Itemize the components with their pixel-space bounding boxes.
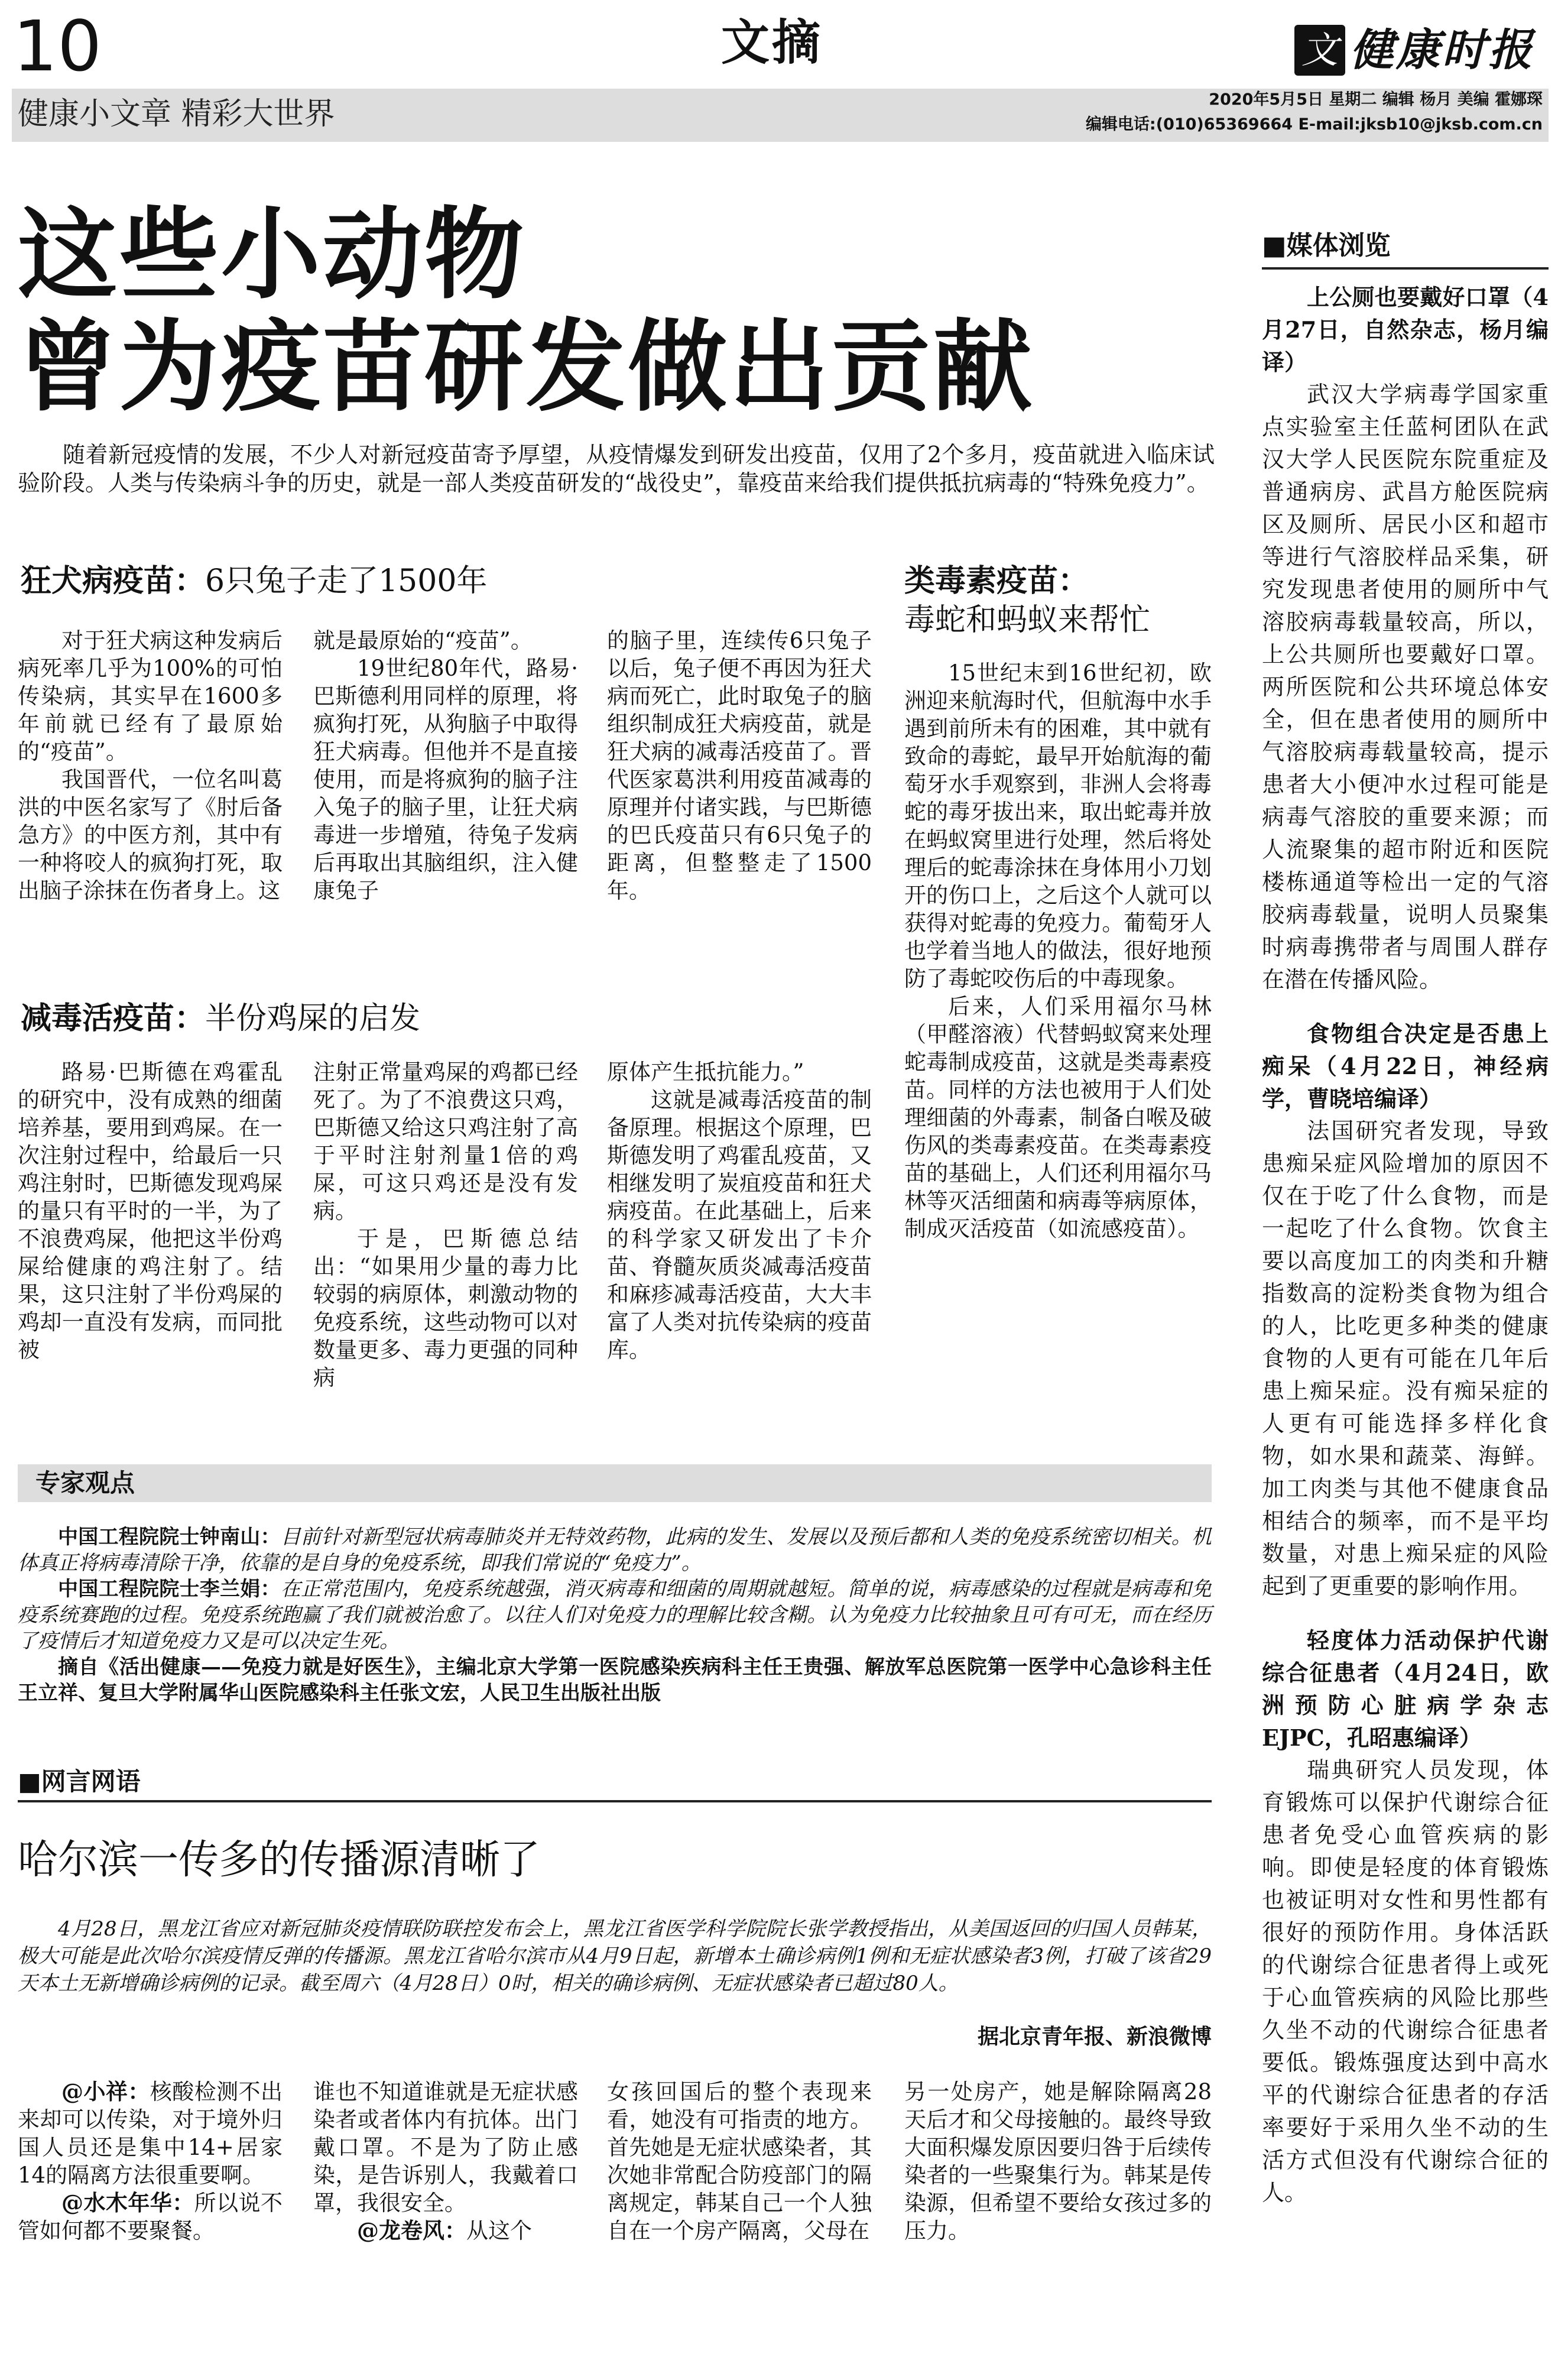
sidebar-item-title: 上公厕也要戴好口罩（4月27日，自然杂志，杨月编译） [1262, 284, 1549, 375]
attenuated-col-3: 原体产生抵抗能力。” 这就是减毒活疫苗的制备原理。根据这个原理，巴斯德发明了鸡霍乱疫苗，又相继发明了炭疽疫苗和狂犬病疫苗。在此基础上，后来的科学家又研发出了卡介苗、脊髓灰质炎减毒活疫苗和麻疹减毒活疫苗，大大丰富了人类对抗传染病的疫苗库。 [607, 1059, 872, 1363]
rabies-heading: 狂犬病疫苗：6只兔子走了1500年 [21, 563, 488, 599]
expert-source: 摘自《活出健康——免疫力就是好医生》，主编北京大学第一医院感染疾病科主任王贵强、解放军总医院第一医学中心急诊科主任王立祥、复旦大学附属华山医院感染科主任张文宏，人民卫生出版社出版 [18, 1655, 1212, 1705]
logo-text: 健康时报 [1350, 25, 1534, 76]
page-number: 10 [13, 5, 102, 87]
sidebar-body [1262, 281, 1549, 2209]
online-lead: 4月28日，黑龙江省应对新冠肺炎疫情联防联控发布会上，黑龙江省医学科学院院长张学教授指出，从美国返回的归国人员韩某，极大可能是此次哈尔滨疫情反弹的传播源。黑龙江省哈尔滨市从4月9日起，新增本土确诊病例1例和无症状感染者3例，打破了该省29天本土无新增确诊病例的记录。截至周六（4月28日）0时，相关的确诊病例、无症状感染者已超过80人。 [18, 1917, 1212, 1995]
contact-line: 编辑电话:(010)65369664 E-mail:jksb10@jksb.com.cn [1085, 115, 1543, 134]
rabies-col-2: 就是最原始的“疫苗”。 19世纪80年代，路易·巴斯德利用同样的原理，将疯狗打死，从狗脑子中取得狂犬病毒。但他并不是直接使用，而是将疯狗的脑子注入兔子的脑子里，让狂犬病毒进一步增殖，待兔子发病后再取出其脑组织，注入健康兔子 [313, 628, 578, 903]
headline [18, 198, 1235, 423]
logo-mark-icon: 文 [1294, 25, 1345, 76]
toxoid-heading: 类毒素疫苗： 毒蛇和蚂蚁来帮忙 [904, 563, 1151, 638]
slogan: 健康小文章 精彩大世界 [18, 96, 335, 132]
attenuated-col-1: 路易·巴斯德在鸡霍乱的研究中，没有成熟的细菌培养基，要用到鸡屎。在一次注射过程中，给最后一只鸡注射时，巴斯德发现鸡屎的量只有平时的一半，为了不浪费鸡屎，他把这半份鸡屎给健康的鸡注射了。结果，这只注射了半份鸡屎的鸡却一直没有发病，而同批被 [18, 1059, 283, 1363]
logo [1294, 25, 1549, 78]
comment-col-1: @小祥：核酸检测不出来却可以传染，对于境外归国人员还是集中14+居家14的隔离方法很重要啊。 @水木年华：所以说不管如何都不要聚餐。 [18, 2079, 283, 2243]
sidebar-item-title: 食物组合决定是否患上痴呆（4月22日，神经病学，曹晓培编译） [1262, 1020, 1549, 1112]
online-headline: 哈尔滨一传多的传播源清晰了 [18, 1837, 541, 1883]
sidebar-item-title: 轻度体力活动保护代谢综合征患者（4月24日，欧洲预防心脏病学杂志EJPC，孔昭惠编译） [1262, 1627, 1549, 1751]
rabies-col-1: 对于狂犬病这种发病后病死率几乎为100%的可怕传染病，其实早在1600多年前就已经有了最原始的“疫苗”。 我国晋代，一位名叫葛洪的中医名家写了《肘后备急方》的中医方剂，其中有一种将咬人的疯狗打死，取出脑子涂抹在伤者身上。这 [18, 628, 283, 903]
date-line: 2020年5月5日 星期二 编辑 杨月 美编 霍娜琛 [1209, 90, 1543, 109]
masthead [0, 0, 1558, 148]
attenuated-col-2: 注射正常量鸡屎的鸡都已经死了。为了不浪费这只鸡，巴斯德又给这只鸡注射了高于平时注射剂量1倍的鸡屎，可这只鸡还是没有发病。 于是，巴斯德总结出：“如果用少量的毒力比较弱的病原体，刺激动物的免疫系统，这些动物可以对数量更多、毒力更强的同种病 [313, 1059, 578, 1390]
online-label: ■网言网语 [18, 1767, 141, 1796]
comment-col-2: 谁也不知道谁就是无症状感染者或者体内有抗体。出门戴口罩。不是为了防止感染，是告诉别人，我戴着口罩，我很安全。 @龙卷风：从这个 [313, 2079, 578, 2243]
section-title: 文摘 [721, 14, 823, 71]
rabies-col-3: 的脑子里，连续传6只兔子以后，兔子便不再因为狂犬病而死亡，此时取兔子的脑组织制成狂犬病疫苗，就是狂犬病的减毒活疫苗了。晋代医家葛洪利用疫苗减毒的原理并付诸实践，与巴斯德的巴氏疫苗只有6只兔子的距离，但整整走了1500年。 [607, 628, 872, 903]
online-source: 据北京青年报、新浪微博 [977, 2024, 1212, 2049]
sidebar-divider [1262, 267, 1549, 270]
sidebar-item-text: 法国研究者发现，导致患痴呆症风险增加的原因不仅在于吃了什么食物，而是一起吃了什么食物。饮食主要以高度加工的肉类和升糖指数高的淀粉类食物为组合的人，比吃更多种类的健康食物的人更有可能在几年后患上痴呆症。没有痴呆症的人更有可能选择多样化食物，如水果和蔬菜、海鲜。加工肉类与其他不健康食品相结合的频率，而不是平均数量，对患上痴呆症的风险起到了更重要的影响作用。 [1262, 1118, 1549, 1599]
expert-body: 中国工程院院士钟南山：目前针对新型冠状病毒肺炎并无特效药物，此病的发生、发展以及预后都和人类的免疫系统密切相关。机体真正将病毒清除干净，依靠的是自身的免疫系统，即我们常说的“免疫力”。 中国工程院院士李兰娟：在正常范围内，免疫系统越强，消灭病毒和细菌的周期就越短。简单的说，病毒感染的过程就是病毒和免疫系统赛跑的过程。免疫系统跑赢了我们就被治愈了。以往人们对免疫力的理解比较含糊。认为免疫力比较抽象且可有可无，而在经历了疫情后才知道免疫力又是可以决定生死。 摘自《活出健康——免疫力就是好医生》，主编北京大学第一医院感染疾病科主任王贵强、解放军总医院第一医学中心急诊科主任王立祥、复旦大学附属华山医院感染科主任张文宏，人民卫生出版社出版 [18, 1525, 1212, 1705]
sidebar-label: ■媒体浏览 [1262, 231, 1391, 261]
online-divider [18, 1800, 1212, 1802]
headline-line-1: 这些小动物 [18, 196, 526, 313]
comment-col-3: 女孩回国后的整个表现来看，她没有可指责的地方。首先她是无症状感染者，其次她非常配合防疫部门的隔离规定，韩某自己一个人独自在一个房产隔离，父母在 [607, 2079, 872, 2243]
sidebar-item-text: 瑞典研究人员发现，体育锻炼可以保护代谢综合征患者免受心血管疾病的影响。即使是轻度的体育锻炼也被证明对女性和男性都有很好的预防作用。身体活跃的代谢综合征患者得上或死于心血管疾病的风险比那些久坐不动的代谢综合征患者要低。锻炼强度达到中高水平的代谢综合征患者的存活率要好于采用久坐不动的生活方式但没有代谢综合征的人。 [1262, 1757, 1549, 2206]
sidebar-item-text: 武汉大学病毒学国家重点实验室主任蓝柯团队在武汉大学人民医院东院重症及普通病房、武昌方舱医院病区及厕所、居民小区和超市等进行气溶胶样品采集，研究发现患者使用的厕所中气溶胶病毒载量较高，所以，上公共厕所也要戴好口罩。两所医院和公共环境总体安全，但在患者使用的厕所中气溶胶病毒载量较高，提示患者大小便冲水过程可能是病毒气溶胶的重要来源；而人流聚集的超市附近和医院楼栋通道等检出一定的气溶胶病毒载量，说明人员聚集时病毒携带者与周围人群存在潜在传播风险。 [1262, 381, 1549, 993]
headline-line-2: 曾为疫苗研发做出贡献 [18, 308, 1034, 425]
attenuated-heading: 减毒活疫苗：半份鸡屎的启发 [21, 1000, 421, 1036]
toxoid-body: 15世纪末到16世纪初，欧洲迎来航海时代，但航海中水手遇到前所未有的困难，其中就有致命的毒蛇，最早开始航海的葡萄牙水手观察到，非洲人会将毒蛇的毒牙拔出来，取出蛇毒并放在蚂蚁窝里进行处理，然后将处理后的蛇毒涂抹在身体用小刀划开的伤口上，之后这个人就可以获得对蛇毒的免疫力。葡萄牙人也学着当地人的做法，很好地预防了毒蛇咬伤后的中毒现象。 后来，人们采用福尔马林（甲醛溶液）代替蚂蚁窝来处理蛇毒制成疫苗，这就是类毒素疫苗。同样的方法也被用于人们处理细菌的外毒素，制备白喉及破伤风的类毒素疫苗。在类毒素疫苗的基础上，人们还利用福尔马林等灭活细菌和病毒等病原体，制成灭活疫苗（如流感疫苗）。 [904, 660, 1212, 1241]
expert-label-band [18, 1464, 1212, 1502]
lead-paragraph: 随着新冠疫情的发展，不少人对新冠疫苗寄予厚望，从疫情爆发到研发出疫苗，仅用了2个多月，疫苗就进入临床试验阶段。人类与传染病斗争的历史，就是一部人类疫苗研发的“战役史”，靠疫苗来给我们提供抵抗病毒的“特殊免疫力”。 [18, 442, 1215, 496]
comment-col-4: 另一处房产，她是解除隔离28天后才和父母接触的。最终导致大面积爆发原因要归咎于后续传染者的一些聚集行为。韩某是传染源，但希望不要给女孩过多的压力。 [904, 2079, 1212, 2243]
expert-label: 专家观点 [35, 1468, 135, 1497]
